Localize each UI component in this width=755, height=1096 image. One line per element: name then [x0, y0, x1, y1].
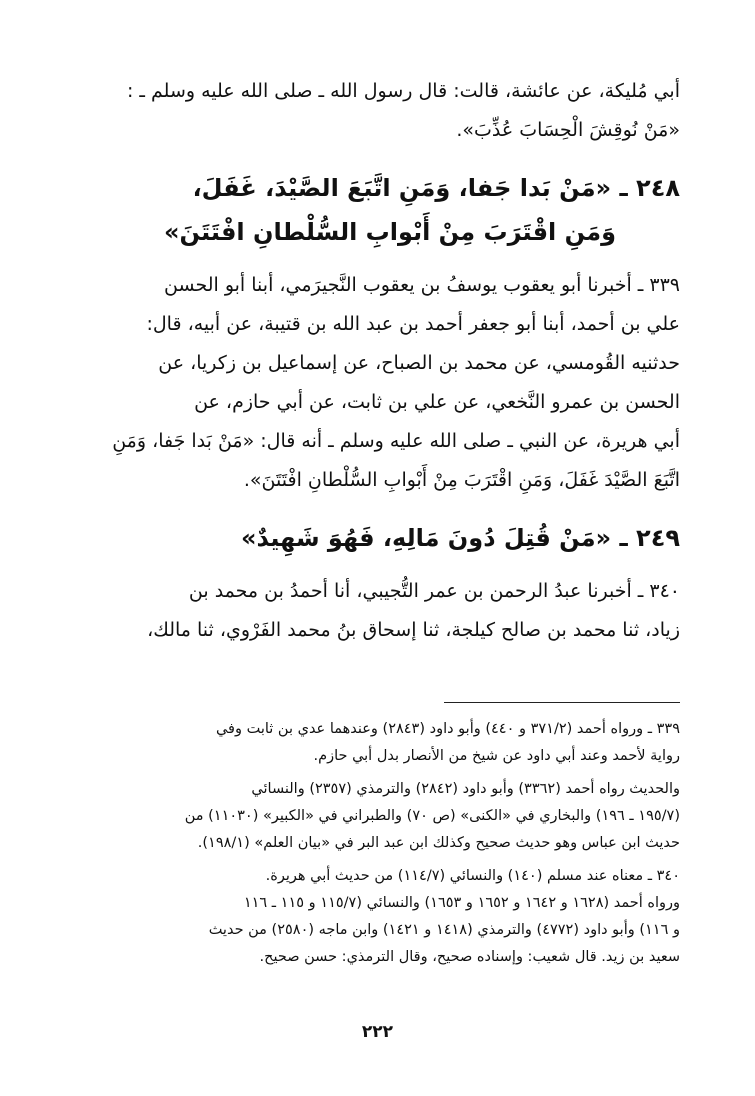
footnote-line: سعيد بن زيد. قال شعيب: وإسناده صحيح، وقال الترمذي: حسن صحيح. — [259, 949, 680, 965]
footnote-line: ٣٣٩ ـ ورواه أحمد (٣٧١/٢ و ٤٤٠) وأبو داود (٢٨٤٣) وعندهما عدي بن ثابت وفي — [215, 721, 680, 737]
footnote-line: ورواه أحمد (١٦٢٨ و ١٦٤٢ و ١٦٥٢ و ١٦٥٣) والنسائي (١١٥/٧ و ١١٥ ـ ١١٦ — [243, 895, 680, 911]
footnotes-block — [96, 716, 680, 971]
page-number: ٢٢٢ — [361, 1022, 394, 1042]
text-line: «مَنْ نُوقِشَ الْحِسَابَ عُذِّبَ». — [456, 119, 680, 141]
text-line: ٣٣٩ ـ أخبرنا أبو يعقوب يوسفُ بن يعقوب النَّجيرَمي، أبنا أبو الحسن — [164, 274, 680, 296]
footnote-line: حديث ابن عباس وهو حديث صحيح وكذلك ابن عبد البر في «بيان العلم» (١٩٨/١). — [197, 835, 680, 851]
text-line: ٣٤٠ ـ أخبرنا عبدُ الرحمن بن عمر التُّجيبي، أنا أحمدُ بن محمد بن — [188, 580, 680, 602]
text-line: اتَّبَعَ الصَّيْدَ غَفَلَ، وَمَنِ اقْتَرَبَ مِنْ أَبْوابِ السُّلْطانِ افْتَتَنَ». — [243, 469, 680, 491]
heading-line: وَمَنِ اقْتَرَبَ مِنْ أَبْوابِ السُّلْطانِ افْتَتَنَ» — [164, 218, 616, 246]
footnote-339 — [96, 716, 680, 770]
footnote-line: و ١١٦) وأبو داود (٤٧٧٢) والترمذي (١٤١٨ و ١٤٢١) وابن ماجه (٢٥٨٠) من حديث — [208, 922, 680, 938]
text-line: أبي مُليكة، عن عائشة، قالت: قال رسول الله ـ صلى الله عليه وسلم ـ : — [126, 80, 680, 102]
text-line: علي بن أحمد، أبنا أبو جعفر أحمد بن عبد الله بن قتيبة، عن أبيه، قال: — [146, 313, 680, 335]
footnote-line: رواية لأحمد وعند أبي داود عن شيخ من الأنصار بدل أبي حازم. — [313, 748, 680, 764]
footnote-line: ٣٤٠ ـ معناه عند مسلم (١٤٠) والنسائي (١١٤/٧) من حديث أبي هريرة. — [265, 868, 680, 884]
footnote-divider — [444, 702, 680, 703]
continuation-paragraph — [100, 72, 680, 150]
heading-line: ٢٤٩ ـ «مَنْ قُتِلَ دُونَ مَالِهِ، فَهُوَ شَهِيدٌ» — [240, 524, 680, 552]
text-line: الحسن بن عمرو النَّخعي، عن علي بن ثابت، عن أبي حازم، عن — [194, 391, 680, 413]
text-line: زياد، ثنا محمد بن صالح كيلجة، ثنا إسحاق بنُ محمد الفَرْوي، ثنا مالك، — [147, 619, 680, 641]
footnote-line: (١٩٥/٧ ـ ١٩٦) والبخاري في «الكنى» (ص ٧٠) والطبراني في «الكبير» (١١٠٣٠) من — [184, 808, 680, 824]
footnote-line: والحديث رواه أحمد (٣٣٦٢) وأبو داود (٢٨٤٢) والترمذي (٢٣٥٧) والنسائي — [251, 781, 680, 797]
text-line: حدثنيه القُومسي، عن محمد بن الصباح، عن إسماعيل بن زكريا، عن — [158, 352, 680, 374]
hadith-paragraph-339 — [100, 266, 680, 500]
footnote-340 — [96, 863, 680, 971]
hadith-heading-249 — [100, 516, 680, 560]
hadith-paragraph-340 — [100, 572, 680, 650]
heading-line: ٢٤٨ ـ «مَنْ بَدا جَفا، وَمَنِ اتَّبَعَ الصَّيْدَ، غَفَلَ، — [192, 174, 680, 202]
hadith-heading-248 — [100, 166, 680, 254]
footnote-339-continued — [96, 776, 680, 857]
main-text-block — [100, 72, 680, 650]
text-line: أبي هريرة، عن النبي ـ صلى الله عليه وسلم ـ أنه قال: «مَنْ بَدا جَفا، وَمَنِ — [112, 430, 680, 452]
